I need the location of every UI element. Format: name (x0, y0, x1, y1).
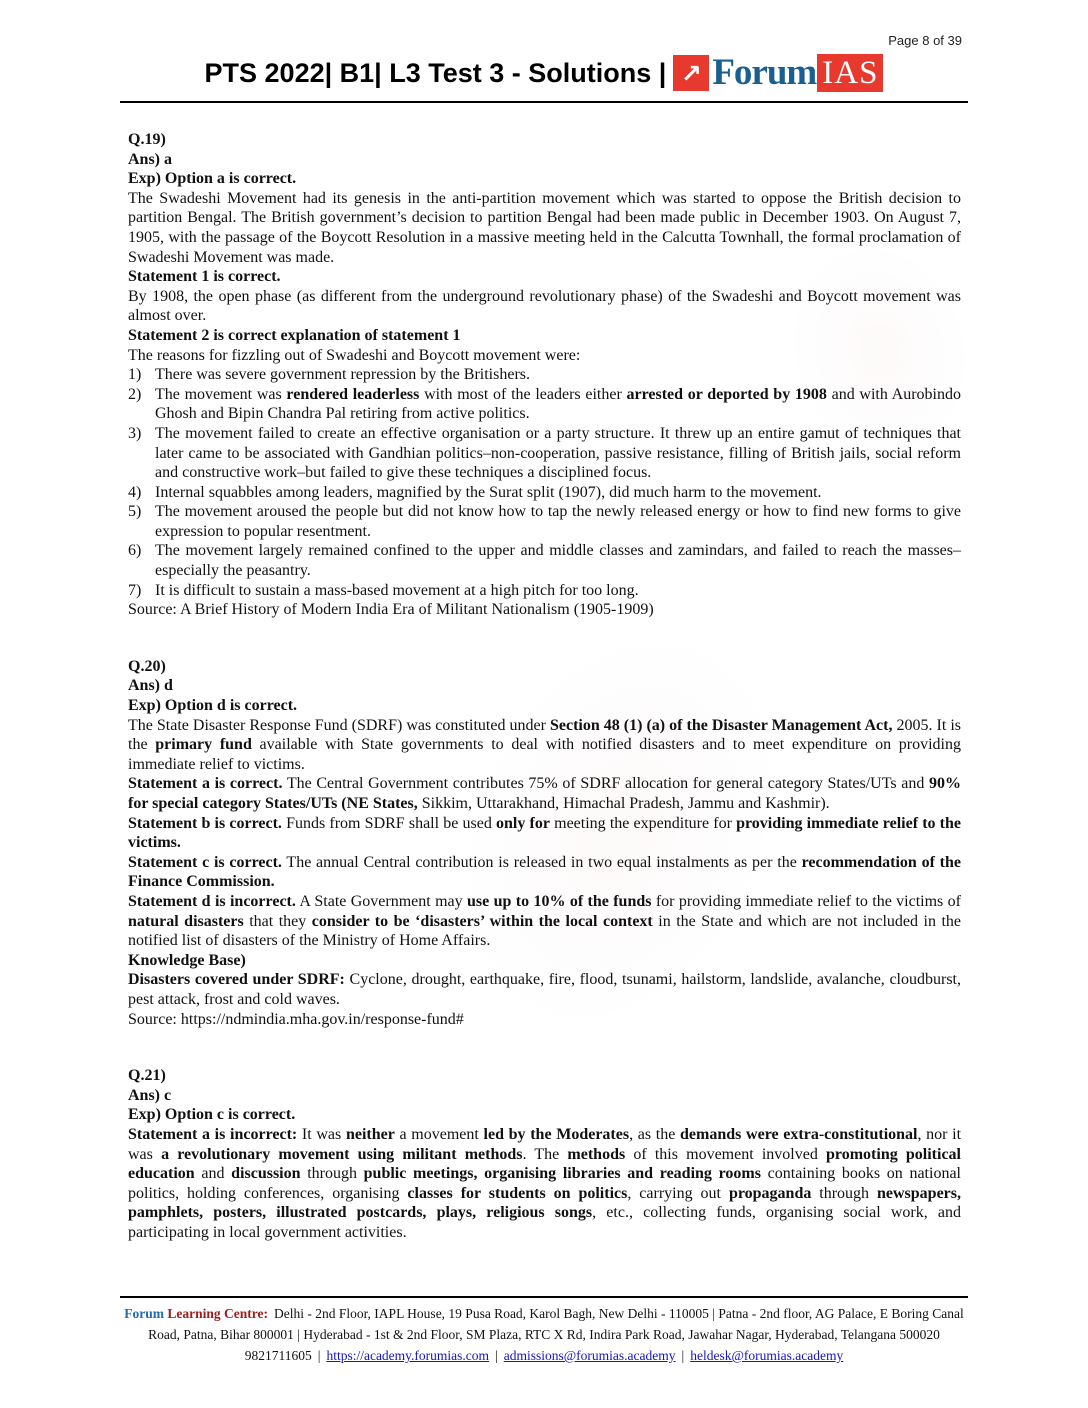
text: Cyclone, drought, earthquake, fire, flood, tsunami, hailstorm, landslide, avalanche, cloudburst, pest attack, frost and cold waves. (128, 971, 961, 1008)
footer-phone: 9821711605 (244, 1348, 312, 1363)
text: The Central Government contributes 75% of SDRF allocation for general category States/UTs and (282, 775, 930, 793)
text: through (811, 1184, 877, 1202)
paragraph (128, 287, 961, 326)
paragraph (128, 853, 961, 892)
list-item-text (155, 541, 961, 580)
list-item-text (155, 385, 961, 424)
answer-line (128, 676, 961, 696)
source-line (128, 1010, 961, 1030)
footer-contacts (120, 1345, 968, 1366)
text: , etc., collecting funds, organising social work, and participating in local government activities. (128, 1204, 961, 1241)
bold-text: Disasters covered under SDRF: (128, 971, 345, 989)
list-marker: 2) (128, 385, 142, 403)
list-item (128, 424, 961, 483)
list-marker: 1) (128, 366, 142, 384)
list-item (128, 541, 961, 580)
questions (128, 130, 961, 1242)
paragraph (128, 716, 961, 775)
bold-text: Ans) d (128, 677, 173, 695)
document-footer (120, 1296, 968, 1366)
bold-text: Q.21) (128, 1067, 166, 1085)
list-marker: 5) (128, 503, 142, 521)
list-item (128, 385, 961, 424)
text: in the State and which are not included in the notified list of disasters of the Ministry of Home Affairs. (128, 912, 962, 950)
text: A State Government may (295, 892, 468, 910)
list-item-text (155, 502, 961, 541)
bold-text: newspapers, pamphlets, posters, illustrated postcards, plays, religious songs (128, 1184, 962, 1222)
bold-text: Statement 2 is correct explanation of statement 1 (128, 326, 461, 344)
paragraph (128, 970, 961, 1009)
bold-text: 90% for special category States/UTs (NE States, (128, 775, 962, 812)
list-marker: 3) (128, 424, 142, 442)
answer-line (128, 1086, 961, 1106)
forumias-logo (673, 54, 883, 92)
bold-text: Statement 1 is correct. (128, 268, 281, 286)
bold-text: Exp) Option d is correct. (128, 697, 298, 715)
bold-text: Statement c is correct. (128, 853, 282, 871)
explanation-heading (128, 1105, 961, 1125)
bold-text: Exp) Option c is correct. (128, 1106, 296, 1124)
list-item-text (155, 365, 961, 385)
footer-separator: | (495, 1348, 498, 1363)
text: and with Aurobindo Ghosh and Bipin Chandra Pal retiring from active politics. (155, 385, 962, 423)
text: a movement (394, 1125, 484, 1143)
footer-colon: : (263, 1306, 268, 1321)
bold-text: Statement b is correct. (128, 814, 282, 832)
text: Internal squabbles among leaders, magnified by the Surat split (1907), did much harm to the movement. (155, 483, 822, 501)
bold-text: Statement a is incorrect: (128, 1125, 298, 1143)
list-item-text (155, 424, 961, 483)
text: Source: https://ndmindia.mha.gov.in/response-fund# (128, 1010, 464, 1028)
bold-text: demands were extra-constitutional (680, 1125, 918, 1143)
paragraph (128, 774, 961, 813)
bold-text: use up to 10% of the funds (467, 892, 652, 910)
bold-text: Exp) Option a is correct. (128, 170, 297, 188)
text: . The (522, 1145, 568, 1163)
logo-ias-text: IAS (817, 54, 883, 92)
header-divider (120, 101, 968, 103)
list-marker: 4) (128, 483, 142, 501)
bold-text: Q.19) (128, 131, 166, 148)
list-item-text (155, 483, 961, 503)
bold-text: only for (496, 814, 550, 832)
list-item (128, 581, 961, 601)
list-item-text (155, 581, 961, 601)
page-title: PTS 2022| B1| L3 Test 3 - Solutions | (204, 57, 667, 88)
paragraph (128, 814, 961, 853)
footer-link[interactable]: admissions@forumias.academy (503, 1348, 676, 1363)
text: It was (297, 1125, 346, 1143)
text: that they (243, 912, 312, 930)
footer-brand-centre: Learning Centre (167, 1306, 264, 1321)
arrow-icon: ↗ (673, 55, 709, 91)
text: 2005. It is the (128, 716, 962, 754)
text: The reasons for fizzling out of Swadeshi and Boycott movement were: (128, 346, 581, 364)
footer-link[interactable]: heldesk@forumias.academy (690, 1348, 844, 1363)
question-number (128, 657, 961, 677)
question-block (128, 1066, 961, 1242)
text: Sikkim, Uttarakhand, Himachal Pradesh, Jammu and Kashmir). (417, 795, 830, 812)
text: available with State governments to deal with notified disasters and to meet expenditure on providing immediate relief to victims. (128, 736, 961, 773)
text: with most of the leaders either (419, 385, 627, 403)
bold-text: Section 48 (1) (a) of the Disaster Management Act, (549, 716, 893, 734)
bold-text: public meetings, organising libraries and reading rooms (363, 1165, 761, 1183)
paragraph (128, 1125, 961, 1243)
source-line (128, 600, 961, 620)
bold-text: providing immediate relief to the victims. (128, 814, 962, 852)
text: The movement aroused the people but did not know how to tap the newly released energy or how to find new forms to give expression to popular resentment. (155, 503, 961, 540)
text: through (300, 1165, 364, 1183)
explanation-heading (128, 169, 961, 189)
text: The movement failed to create an effective organisation or a party structure. It threw up an entire gamut of techniques that later came to be associated with Gandhian politics–non-cooperation, passive resistance, filling of British jails, social reform and constructive work–but failed to give these techniques a disciplined focus. (155, 424, 961, 482)
footer-address-line1: Delhi - 2nd Floor, IAPL House, 19 Pusa Road, Karol Bagh, New Delhi - 110005 | Patna - 2nd floor, AG Palace, E Boring Canal (273, 1306, 964, 1321)
page-number: Page 8 of 39 (888, 33, 962, 48)
statement-heading (128, 267, 961, 287)
question-number (128, 130, 961, 150)
text: There was severe government repression by the Britishers. (155, 366, 530, 384)
answer-line (128, 150, 961, 170)
bold-text: arrested or deported by 1908 (626, 385, 827, 403)
bold-text: led by the Moderates (483, 1125, 630, 1143)
list-marker: 6) (128, 542, 142, 560)
document-header (128, 54, 960, 92)
text: By 1908, the open phase (as different from the underground revolutionary phase) of the Swadeshi and Boycott movement was almost over. (128, 287, 961, 325)
text: containing books on national politics, holding conferences, organising (128, 1165, 961, 1202)
footer-link[interactable]: https://academy.forumias.com (326, 1348, 490, 1363)
paragraph (128, 892, 961, 951)
bold-text: Ans) c (128, 1086, 172, 1104)
question-number (128, 1066, 961, 1086)
bold-text: propaganda (728, 1184, 812, 1202)
text: for providing immediate relief to the victims of (651, 892, 961, 910)
bold-text: consider to be ‘disasters’ within the local context (311, 912, 653, 930)
footer-address (120, 1303, 968, 1324)
footer-address-line2: Road, Patna, Bihar 800001 | Hyderabad - 1st & 2nd Floor, SM Plaza, RTC X Rd, Indira Park Road, Jawahar Nagar, Hyderabad, Telangana 500020 (148, 1327, 940, 1342)
text: meeting the expenditure for (549, 814, 737, 832)
bold-text: promoting political education (128, 1145, 961, 1183)
explanation-heading (128, 696, 961, 716)
bold-text: recommendation of the Finance Commission. (128, 853, 961, 891)
bold-text: Q.20) (128, 657, 166, 675)
text: , nor it was (128, 1125, 962, 1163)
text: , carrying out (627, 1184, 729, 1202)
text: The movement largely remained confined to the upper and middle classes and zamindars, and failed to reach the masses–especially the peasantry. (155, 542, 961, 580)
bold-text: methods (567, 1145, 626, 1163)
text: The movement was (155, 385, 287, 403)
bold-text: a revolutionary movement using militant methods (161, 1145, 523, 1163)
bold-text: primary fund (155, 736, 252, 754)
text: The State Disaster Response Fund (SDRF) was constituted under (128, 716, 550, 734)
text: Funds from SDRF shall be used (281, 814, 497, 832)
question-block (128, 130, 961, 620)
paragraph (128, 189, 961, 267)
text: of this movement involved (625, 1145, 826, 1163)
question-block (128, 657, 961, 1029)
bold-text: Knowledge Base) (128, 951, 246, 969)
list-item (128, 483, 961, 503)
bold-text: Statement a is correct. (128, 775, 283, 793)
text: , as the (629, 1125, 681, 1143)
footer-separator: | (681, 1348, 685, 1363)
text: The annual Central contribution is released in two equal instalments as per the (281, 853, 802, 871)
text: The Swadeshi Movement had its genesis in the anti-partition movement which was started to oppose the British decision to partition Bengal. The British government’s decision to partition Bengal had been made public in December 1903. On August 7, 1905, with the passage of the Boycott Resolution in a massive meeting held in the Calcutta Townhall, the formal proclamation of Swadeshi Movement was made. (128, 189, 961, 266)
footer-separator: | (317, 1348, 321, 1363)
text: Source: A Brief History of Modern India Era of Militant Nationalism (1905-1909) (128, 601, 654, 619)
bold-text: neither (345, 1125, 395, 1143)
bold-text: Statement d is incorrect. (128, 892, 296, 910)
bold-text: Ans) a (128, 150, 173, 168)
text: It is difficult to sustain a mass-based movement at a high pitch for too long. (155, 581, 639, 599)
knowledge-base-heading (128, 951, 961, 971)
list-item (128, 365, 961, 385)
bold-text: rendered leaderless (286, 385, 420, 403)
bold-text: natural disasters (128, 912, 244, 930)
logo-forum-text: Forum (712, 52, 817, 93)
paragraph (128, 346, 961, 366)
bold-text: discussion (231, 1165, 301, 1183)
list-item (128, 502, 961, 541)
bold-text: classes for students on politics (407, 1184, 628, 1202)
text: and (194, 1165, 232, 1183)
footer-brand-forum: Forum (124, 1306, 164, 1321)
list-marker: 7) (128, 581, 142, 599)
statement-heading (128, 326, 961, 346)
